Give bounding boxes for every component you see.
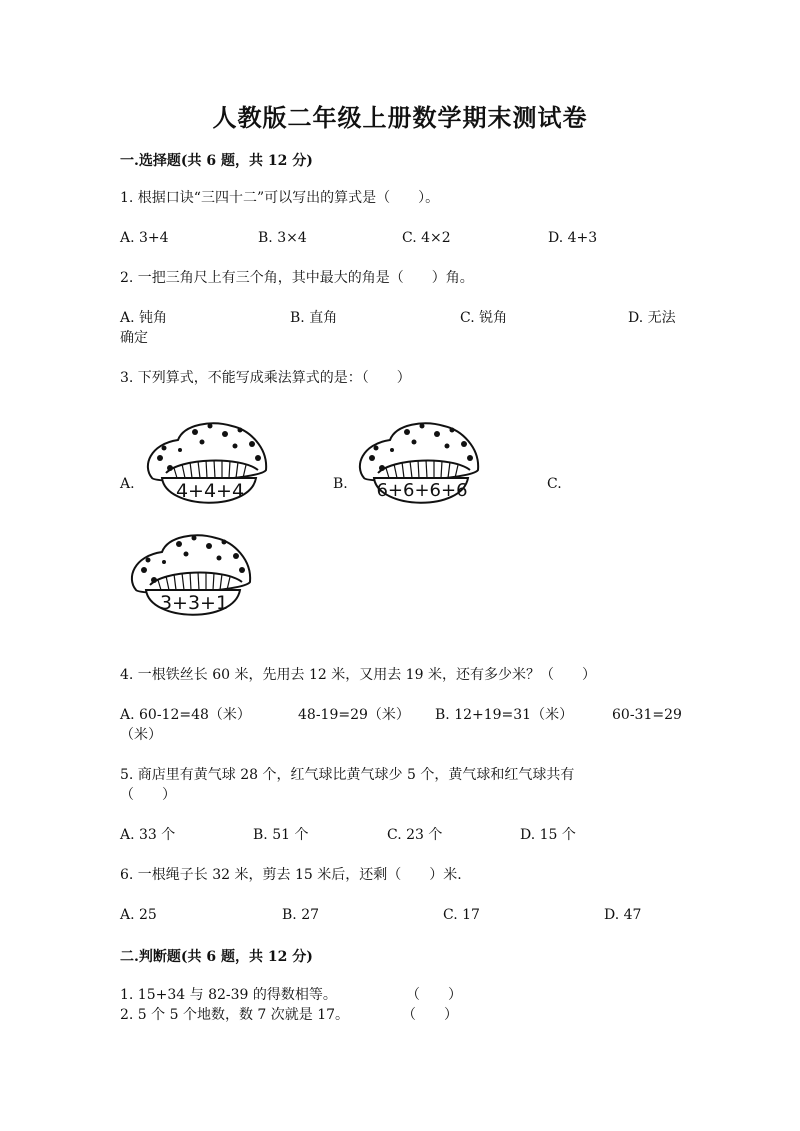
q2-option-a[interactable]: A. 钝角 [120, 310, 168, 326]
q3-option-a[interactable]: A. [120, 476, 135, 492]
page-title: 人教版二年级上册数学期末测试卷 [212, 103, 588, 132]
judgement-item-1: 1. 15+34 与 82-39 的得数相等。 [120, 987, 337, 1003]
mushroom-image-a [140, 418, 275, 513]
q1-option-b[interactable]: B. 3×4 [258, 230, 307, 246]
q2-option-d-wrap: 确定 [120, 330, 148, 346]
question-5-wrap: （ ） [120, 787, 176, 803]
q1-option-c[interactable]: C. 4×2 [402, 230, 451, 246]
question-5: 5. 商店里有黄气球 28 个，红气球比黄气球少 5 个，黄气球和红气球共有 [120, 767, 575, 783]
judgement-item-1-blank[interactable]: （ ） [406, 987, 462, 1003]
q5-option-d[interactable]: D. 15 个 [520, 827, 576, 843]
judgement-item-2-blank[interactable]: （ ） [402, 1007, 458, 1023]
question-1: 1. 根据口诀“三四十二”可以写出的算式是（ ）。 [120, 190, 440, 206]
q6-option-d[interactable]: D. 47 [604, 907, 642, 923]
mushroom-a-expression: 4+4+4 [175, 480, 245, 502]
question-6: 6. 一根绳子长 32 米，剪去 15 米后，还剩（ ）米. [120, 867, 462, 883]
mushroom-c-expression: 3+3+1 [159, 592, 229, 614]
q3-option-c[interactable]: C. [547, 476, 562, 492]
q5-option-c[interactable]: C. 23 个 [387, 827, 443, 843]
q3-option-b[interactable]: B. [333, 476, 348, 492]
q2-option-b[interactable]: B. 直角 [290, 310, 338, 326]
judgement-item-2: 2. 5 个 5 个地数，数 7 次就是 17。 [120, 1007, 350, 1023]
q5-option-b[interactable]: B. 51 个 [253, 827, 309, 843]
q4-option-b-step2: 60-31=29 [612, 707, 682, 723]
q4-option-b[interactable]: B. 12+19=31（米） [435, 707, 574, 723]
section-heading-judgement: 二.判断题(共 6 题，共 12 分) [120, 949, 313, 965]
q5-option-a[interactable]: A. 33 个 [120, 827, 176, 843]
q4-option-a[interactable]: A. 60-12=48（米） [120, 707, 251, 723]
question-2: 2. 一把三角尺上有三个角，其中最大的角是（ ）角。 [120, 270, 474, 286]
question-3: 3. 下列算式，不能写成乘法算式的是：（ ） [120, 370, 411, 386]
q2-option-d[interactable]: D. 无法 [628, 310, 676, 326]
mushroom-b-expression: 6+6+6+6 [376, 480, 468, 501]
q2-option-c[interactable]: C. 锐角 [460, 310, 508, 326]
mushroom-image-b [352, 418, 487, 513]
q4-option-a-step2: 48-19=29（米） [298, 707, 410, 723]
q6-option-c[interactable]: C. 17 [443, 907, 480, 923]
q4-option-wrap: （米） [120, 727, 162, 743]
q6-option-b[interactable]: B. 27 [282, 907, 320, 923]
question-4: 4. 一根铁丝长 60 米，先用去 12 米，又用去 19 米，还有多少米？（ ） [120, 667, 596, 683]
q1-option-d[interactable]: D. 4+3 [548, 230, 598, 246]
section-heading-choice: 一.选择题(共 6 题，共 12 分) [120, 153, 313, 169]
mushroom-image-c [124, 530, 259, 625]
q1-option-a[interactable]: A. 3+4 [120, 230, 169, 246]
q6-option-a[interactable]: A. 25 [120, 907, 157, 923]
